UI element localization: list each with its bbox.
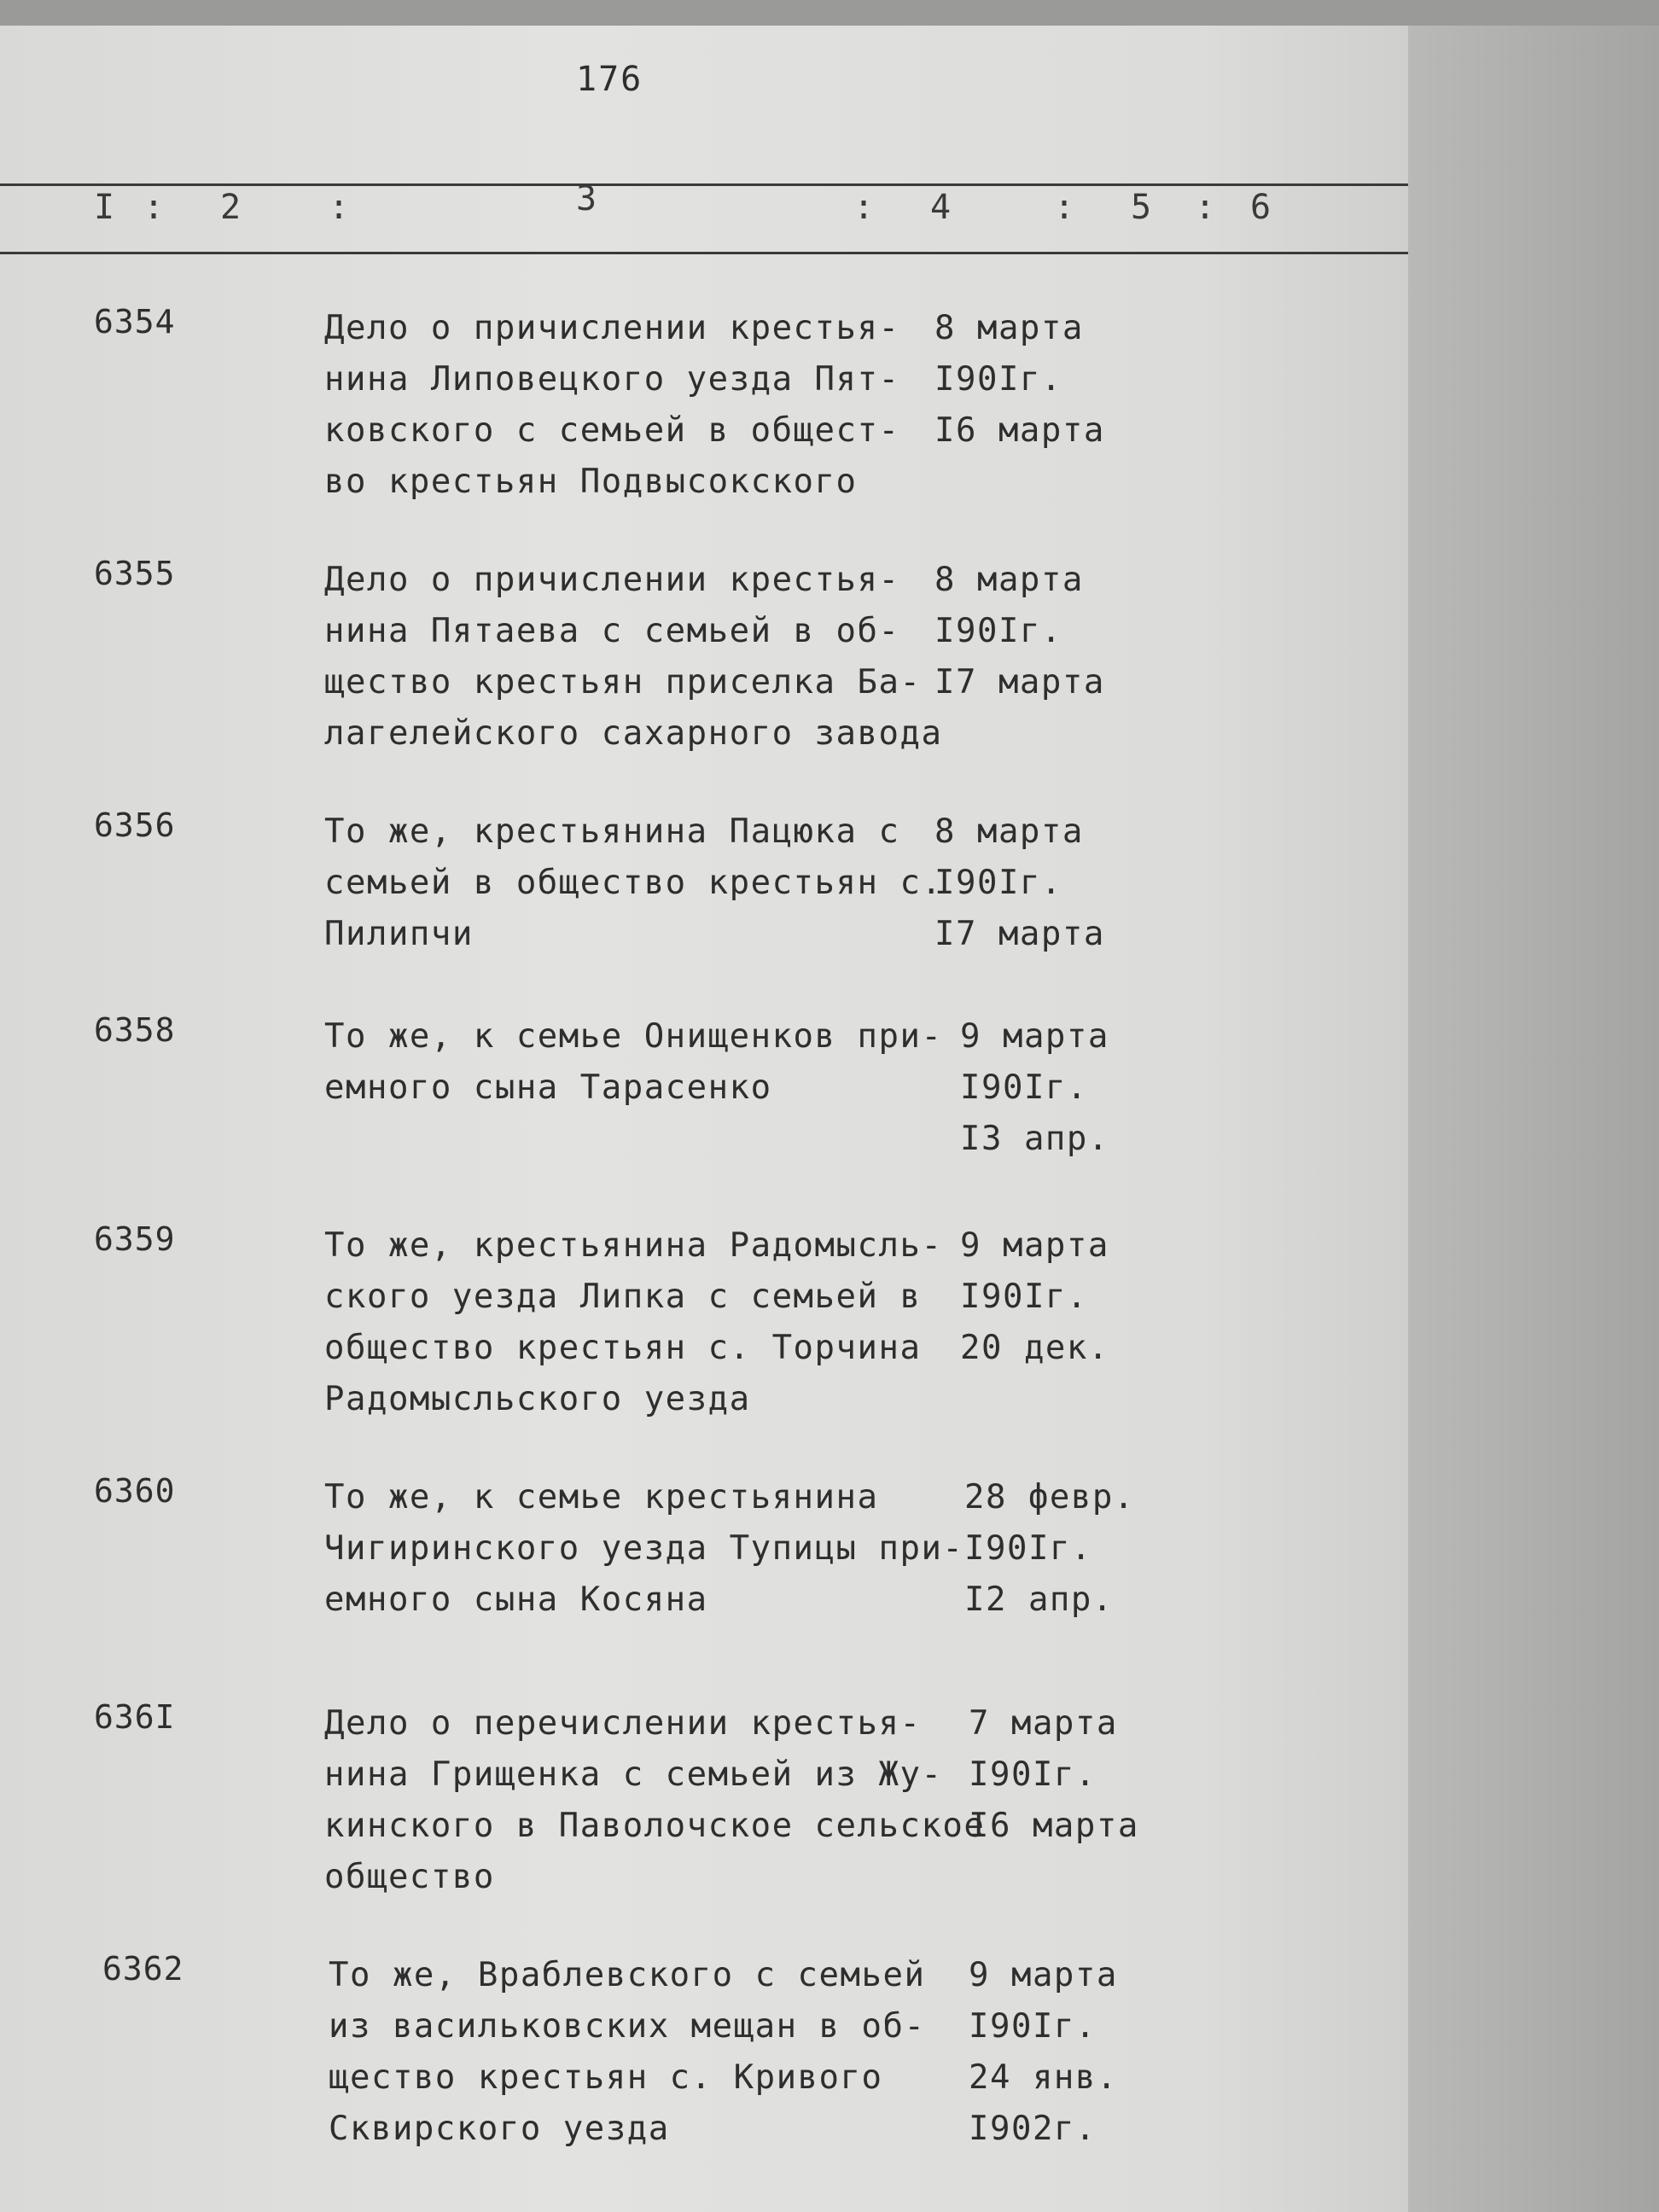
column-separator: :	[1195, 188, 1216, 227]
entry-number: 6355	[94, 555, 176, 592]
entry-dates: 7 марта I90Iг. I6 марта	[969, 1704, 1139, 1845]
entry-description: Дело о причислении крестья- нина Липовецкого уезда Пят- ковского с семьей в общест- во крестьян Подвысокского	[324, 309, 900, 501]
entry-dates: 8 марта I90Iг. I6 марта	[934, 309, 1105, 450]
entry-description: То же, к семье крестьянина Чигиринского уезда Тупицы при- емного сына Косяна	[324, 1478, 964, 1619]
entry-dates: 9 марта I90Iг. I3 апр.	[960, 1017, 1109, 1158]
page-number: 176	[576, 60, 643, 99]
entry-number: 6362	[102, 1950, 184, 1988]
entry-number: 6358	[94, 1011, 176, 1049]
entry-number: 6360	[94, 1472, 176, 1510]
entry-description: Дело о перечислении крестья- нина Грищенка с семьей из Жу- кинского в Паволочское сельское общество	[324, 1704, 986, 1896]
entry-dates: 9 марта I90Iг. 24 янв. I902г.	[969, 1956, 1118, 2148]
column-header-2: 2	[220, 188, 242, 227]
column-header-4: 4	[930, 188, 952, 227]
entry-description: То же, крестьянина Пацюка с семьей в общество крестьян с. Пилипчи	[324, 812, 943, 953]
entry-dates: 8 марта I90Iг. I7 марта	[934, 561, 1105, 701]
column-separator: :	[1054, 188, 1075, 227]
entry-description: То же, Враблевского с семьей из васильковских мещан в об- щество крестьян с. Кривого Сквирского уезда	[329, 1956, 926, 2148]
column-separator: :	[143, 188, 165, 227]
entry-number: 636I	[94, 1698, 176, 1736]
entry-number: 6354	[94, 303, 176, 341]
column-separator: :	[329, 188, 350, 227]
column-header-3: 3	[576, 179, 597, 218]
entry-dates: 8 марта I90Iг. I7 марта	[934, 812, 1105, 953]
header-rule-top	[0, 183, 1408, 186]
entry-number: 6356	[94, 806, 176, 844]
column-header-1: I	[94, 188, 115, 227]
page-shadow	[1408, 26, 1659, 2212]
column-separator: :	[853, 188, 875, 227]
header-rule-bottom	[0, 252, 1408, 254]
column-header-5: 5	[1131, 188, 1152, 227]
document-page	[0, 26, 1408, 2212]
entry-dates: 28 февр. I90Iг. I2 апр.	[964, 1478, 1135, 1619]
entry-description: Дело о причислении крестья- нина Пятаева с семьей в об- щество крестьян приселка Ба- лагелейского сахарного завода	[324, 561, 943, 753]
column-header-6: 6	[1250, 188, 1272, 227]
entry-description: То же, к семье Онищенков при- емного сына Тарасенко	[324, 1017, 943, 1107]
entry-description: То же, крестьянина Радомысль- ского уезда Липка с семьей в общество крестьян с. Торчина Радомысльского уезда	[324, 1226, 943, 1418]
entry-dates: 9 марта I90Iг. 20 дек.	[960, 1226, 1109, 1367]
entry-number: 6359	[94, 1220, 176, 1258]
